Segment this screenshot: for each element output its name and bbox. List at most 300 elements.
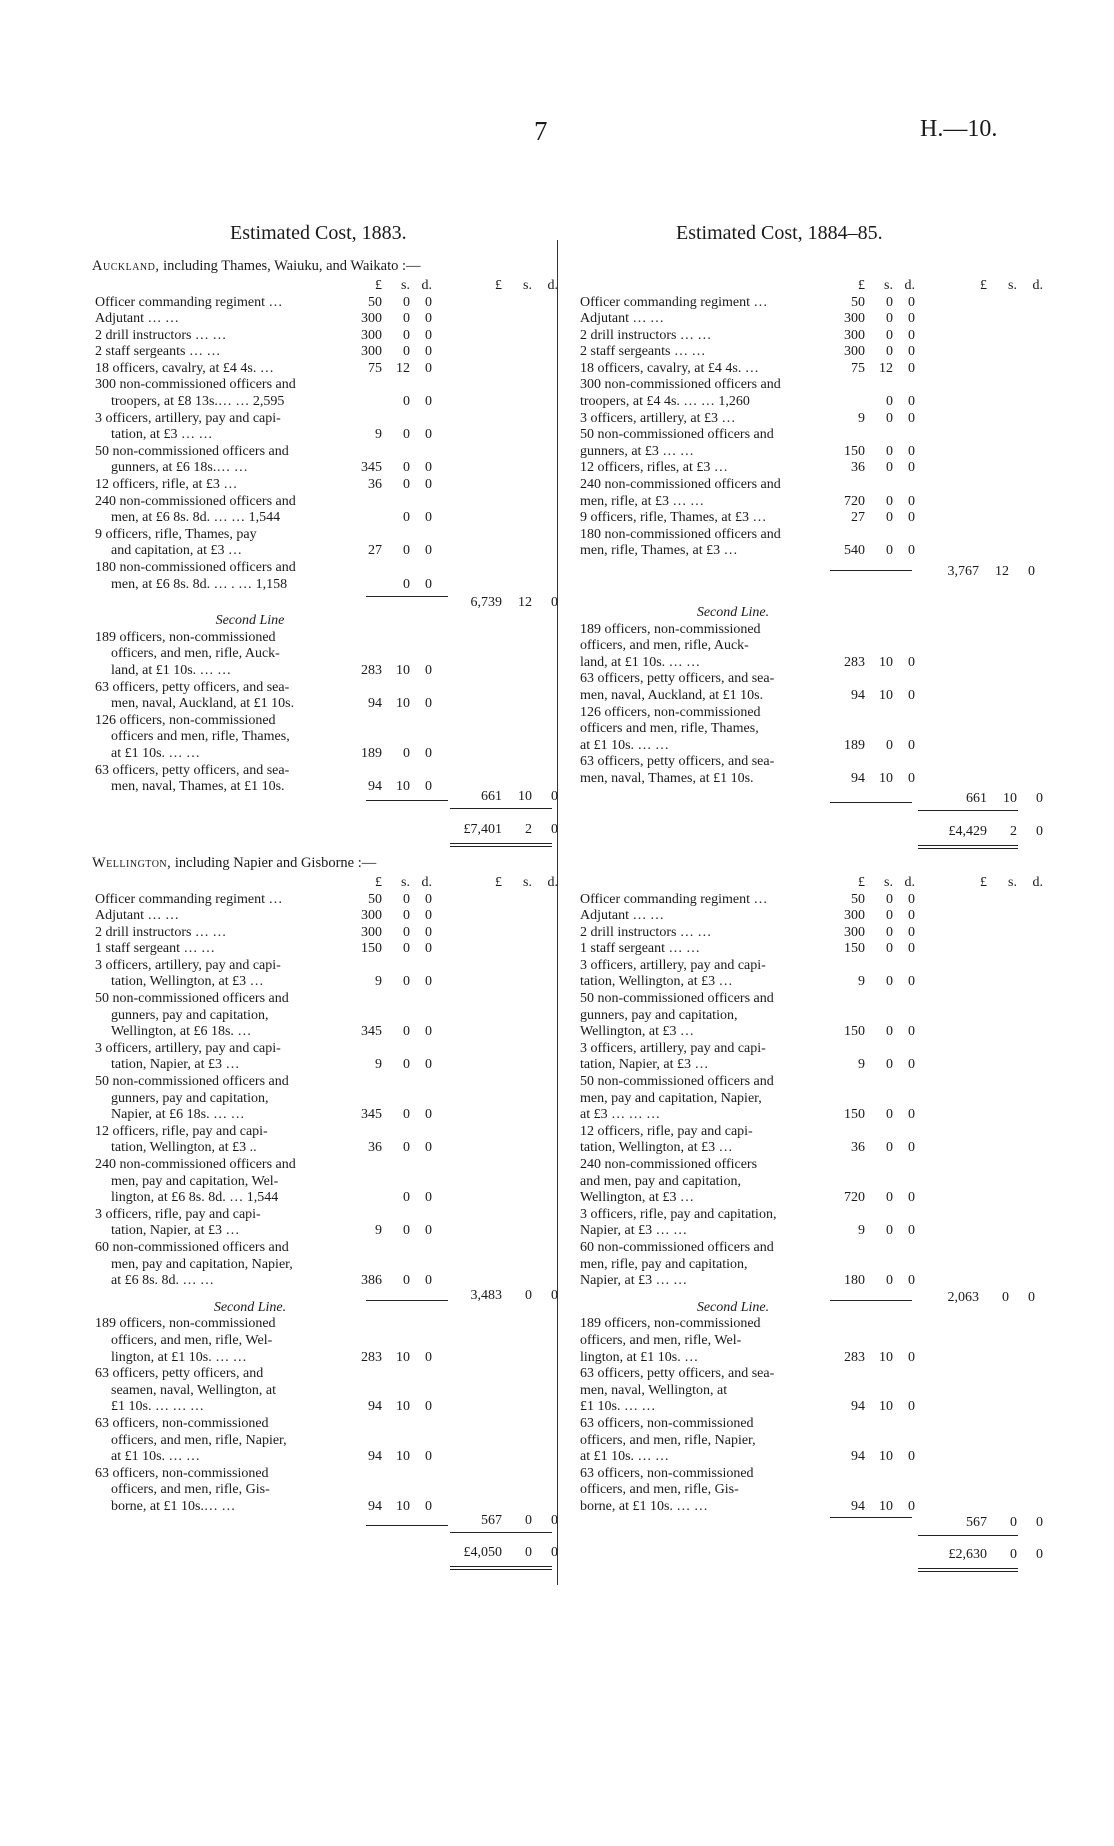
rule xyxy=(830,570,912,571)
item-pence: 0 xyxy=(425,576,432,592)
item-description xyxy=(578,1157,831,1207)
item-description-line: and men, pay and capitation, xyxy=(580,1173,741,1189)
item-shillings: 0 xyxy=(403,974,410,990)
item-shillings: 0 xyxy=(886,460,893,476)
first-line-item xyxy=(578,510,915,527)
item-shillings: 10 xyxy=(396,1349,410,1365)
item-description xyxy=(95,311,348,328)
document-code: H.—10. xyxy=(920,116,998,142)
item-description-line: 2 staff sergeants … … xyxy=(580,344,706,360)
item-pounds: 345 xyxy=(361,1107,382,1123)
item-description-line: 240 non-commissioned officers and xyxy=(95,1157,296,1172)
item-description xyxy=(578,377,831,410)
wellington-1883-second-line-total: 567 0 0 xyxy=(481,1513,558,1528)
item-pounds: 189 xyxy=(361,745,382,761)
item-description xyxy=(95,991,348,1041)
auckland-1883-items xyxy=(95,278,432,796)
rule xyxy=(450,1569,552,1570)
first-line-item xyxy=(95,344,432,361)
second-line-item xyxy=(95,1316,432,1366)
item-description-line: Officer commanding regiment … xyxy=(95,294,283,310)
item-description-line: 50 non-commissioned officers and xyxy=(95,443,289,459)
item-pence: 0 xyxy=(908,1399,915,1415)
item-description xyxy=(95,527,348,560)
item-description-line: 3 officers, artillery, pay and capi- xyxy=(580,957,766,973)
first-line-item xyxy=(578,295,915,312)
item-description xyxy=(578,958,831,991)
first-line-item xyxy=(578,527,915,560)
first-line-item xyxy=(95,925,432,942)
item-shillings: 0 xyxy=(886,543,893,559)
first-line-item xyxy=(578,477,915,510)
item-shillings: 0 xyxy=(886,344,893,360)
item-description xyxy=(578,1124,831,1157)
second-line-item xyxy=(578,1316,915,1366)
item-description-line: 300 non-commissioned officers and xyxy=(95,377,296,393)
item-description xyxy=(578,1041,831,1074)
shilling-unit: s. xyxy=(401,278,410,293)
item-pounds: 300 xyxy=(361,327,382,343)
first-line-item xyxy=(578,311,915,328)
rule xyxy=(366,1300,448,1301)
item-pounds: 36 xyxy=(368,1140,382,1156)
item-pence: 0 xyxy=(908,1273,915,1289)
column-heading-1883: Estimated Cost, 1883. xyxy=(230,222,407,244)
item-description xyxy=(95,344,348,361)
item-description xyxy=(578,908,831,925)
item-description-line: land, at £1 10s. … … xyxy=(580,654,701,670)
first-line-item xyxy=(578,460,915,477)
item-description-line: 60 non-commissioned officers and xyxy=(95,1239,289,1255)
item-description-line: 12 officers, rifles, at £3 … xyxy=(580,460,728,476)
item-shillings: 0 xyxy=(403,510,410,526)
item-pounds: 189 xyxy=(844,737,865,753)
item-description-line: 3 officers, artillery, pay and capi- xyxy=(580,1040,766,1056)
rule xyxy=(450,843,552,844)
item-pence: 0 xyxy=(425,510,432,526)
item-description-line: 3 officers, artillery, at £3 … xyxy=(580,410,736,426)
item-description-line: 189 officers, non-commissioned xyxy=(580,621,761,637)
item-description xyxy=(578,527,831,560)
second-line-item xyxy=(578,622,915,672)
item-pence: 0 xyxy=(425,294,432,310)
item-description xyxy=(95,1316,348,1366)
item-description-line: Napier, at £6 18s. … … xyxy=(111,1107,245,1123)
item-pounds: 50 xyxy=(368,294,382,310)
item-pence: 0 xyxy=(908,1107,915,1123)
item-description-line: officers and men, rifle, Thames, xyxy=(111,729,290,745)
first-line-item xyxy=(95,991,432,1041)
item-description-line: 180 non-commissioned officers and xyxy=(580,526,781,542)
rule xyxy=(450,1566,552,1567)
second-line-heading: Second Line. xyxy=(213,1299,287,1315)
item-shillings: 0 xyxy=(886,327,893,343)
item-description-line: 2 drill instructors … … xyxy=(580,924,712,940)
item-pence: 0 xyxy=(908,941,915,957)
item-description xyxy=(95,1124,348,1157)
item-pounds: 300 xyxy=(361,908,382,924)
item-shillings: 0 xyxy=(403,1140,410,1156)
first-line-item xyxy=(95,908,432,925)
second-line-item xyxy=(578,1366,915,1416)
item-description xyxy=(95,1157,348,1207)
item-pence: 0 xyxy=(908,1140,915,1156)
item-description-line: 300 non-commissioned officers and xyxy=(580,377,781,393)
item-description xyxy=(578,411,831,428)
item-shillings: 0 xyxy=(886,443,893,459)
item-pounds: 94 xyxy=(368,1399,382,1415)
item-pounds: 345 xyxy=(361,1024,382,1040)
item-pence: 0 xyxy=(425,394,432,410)
first-line-item xyxy=(95,941,432,958)
item-description-line: 126 officers, non-commissioned xyxy=(95,712,276,728)
item-shillings: 0 xyxy=(403,1190,410,1206)
item-shillings: 0 xyxy=(886,493,893,509)
item-pence: 0 xyxy=(425,1223,432,1239)
item-description-line: 1 staff sergeant … … xyxy=(580,941,701,957)
item-shillings: 0 xyxy=(886,510,893,526)
item-description-line: 12 officers, rifle, at £3 … xyxy=(95,477,238,493)
item-pence: 0 xyxy=(908,1349,915,1365)
item-description-line: borne, at £1 10s.… … xyxy=(111,1498,236,1514)
item-description-line: tation, Napier, at £3 … xyxy=(580,1057,709,1073)
item-description xyxy=(578,925,831,942)
item-pence: 0 xyxy=(908,1223,915,1239)
item-description xyxy=(95,958,348,991)
second-line-item xyxy=(95,713,432,763)
item-pence: 0 xyxy=(908,974,915,990)
first-line-item xyxy=(578,1124,915,1157)
first-line-item xyxy=(95,494,432,527)
auckland-1883-grand-total: £7,401 2 0 xyxy=(463,822,558,837)
item-description-line: 240 non-commissioned officers xyxy=(580,1157,758,1172)
item-description-line: men, pay and capitation, Napier, xyxy=(580,1090,762,1106)
item-pounds: 94 xyxy=(851,1498,865,1514)
item-description-line: tation, at £3 … … xyxy=(111,427,213,443)
item-description-line: 180 non-commissioned officers and xyxy=(95,560,296,575)
rule xyxy=(918,845,1018,846)
first-line-item xyxy=(578,377,915,410)
item-description xyxy=(95,1416,348,1466)
item-shillings: 10 xyxy=(879,770,893,786)
item-description-line: Adjutant … … xyxy=(95,311,179,327)
auckland-section-heading: Auckland, including Thames, Waiuku, and Waikato :— xyxy=(92,258,421,274)
item-pounds: 386 xyxy=(361,1273,382,1289)
item-pounds: 345 xyxy=(361,460,382,476)
item-description xyxy=(578,328,831,345)
item-pence: 0 xyxy=(425,477,432,493)
item-shillings: 0 xyxy=(886,410,893,426)
item-shillings: 0 xyxy=(886,1024,893,1040)
second-line-item xyxy=(578,705,915,755)
item-pence: 0 xyxy=(425,1140,432,1156)
wellington-1883-first-line-total: 3,483 0 0 xyxy=(470,1288,558,1303)
item-pounds: 36 xyxy=(851,1140,865,1156)
item-pounds: 50 xyxy=(851,891,865,907)
item-pence: 0 xyxy=(425,941,432,957)
item-description-line: officers, and men, rifle, Gis- xyxy=(580,1482,739,1498)
item-pence: 0 xyxy=(908,493,915,509)
second-line-item xyxy=(578,754,915,787)
item-description-line: 126 officers, non-commissioned xyxy=(580,704,761,720)
item-pounds: 283 xyxy=(361,1349,382,1365)
item-description-line: gunners, pay and capitation, xyxy=(580,1007,738,1023)
item-description-line: 240 non-commissioned officers and xyxy=(580,477,781,493)
pence-unit: d. xyxy=(904,278,915,293)
rule xyxy=(918,1568,1018,1569)
first-line-item xyxy=(578,908,915,925)
rule xyxy=(918,1535,1018,1536)
item-pence: 0 xyxy=(908,543,915,559)
item-pounds: 75 xyxy=(368,360,382,376)
wellington-section-heading: Wellington, including Napier and Gisborne :— xyxy=(92,855,377,871)
rule xyxy=(366,800,448,801)
item-shillings: 0 xyxy=(403,543,410,559)
item-pence: 0 xyxy=(425,924,432,940)
item-shillings: 0 xyxy=(403,1024,410,1040)
first-line-item xyxy=(578,328,915,345)
first-line-item xyxy=(95,1074,432,1124)
item-shillings: 0 xyxy=(403,1057,410,1073)
item-shillings: 0 xyxy=(403,1223,410,1239)
item-shillings: 0 xyxy=(886,394,893,410)
shilling-unit: s. xyxy=(401,875,410,890)
item-description-line: 63 officers, petty officers, and sea- xyxy=(580,754,775,770)
first-line-item xyxy=(578,925,915,942)
first-line-item xyxy=(578,361,915,378)
first-line-item xyxy=(95,1124,432,1157)
item-description-line: Adjutant … … xyxy=(580,311,664,327)
item-description-line: at £1 10s. … … xyxy=(580,737,670,753)
item-pence: 0 xyxy=(425,460,432,476)
item-description-line: 189 officers, non-commissioned xyxy=(95,629,276,645)
item-description-line: Officer commanding regiment … xyxy=(580,294,768,310)
item-pence: 0 xyxy=(908,654,915,670)
first-line-item xyxy=(95,361,432,378)
item-pence: 0 xyxy=(908,908,915,924)
item-description-line: 60 non-commissioned officers and xyxy=(580,1239,774,1255)
item-shillings: 0 xyxy=(886,1223,893,1239)
item-shillings: 12 xyxy=(879,360,893,376)
pound-unit: £ xyxy=(375,875,382,890)
item-shillings: 10 xyxy=(879,654,893,670)
item-description xyxy=(578,1240,831,1290)
item-pence: 0 xyxy=(908,924,915,940)
item-description-line: Adjutant … … xyxy=(95,908,179,924)
item-description-line: 63 officers, petty officers, and sea- xyxy=(580,671,775,687)
wellington-1885-second-line-total: 567 0 0 xyxy=(966,1515,1043,1530)
item-description-line: 2 drill instructors … … xyxy=(95,924,227,940)
item-shillings: 0 xyxy=(403,924,410,940)
item-shillings: 0 xyxy=(403,891,410,907)
first-line-item xyxy=(95,527,432,560)
item-pence: 0 xyxy=(908,1449,915,1465)
item-description-line: 63 officers, petty officers, and sea- xyxy=(95,679,290,695)
item-description-line: 3 officers, artillery, pay and capi- xyxy=(95,957,281,973)
first-line-item xyxy=(95,311,432,328)
item-shillings: 0 xyxy=(403,576,410,592)
first-line-item xyxy=(578,991,915,1041)
item-description-line: at £6 8s. 8d. … … xyxy=(111,1273,215,1289)
item-description-line: 2 staff sergeants … … xyxy=(95,344,221,360)
item-pence: 0 xyxy=(908,443,915,459)
rule xyxy=(450,808,552,809)
rule xyxy=(918,1571,1018,1572)
auckland-1885-first-line-total: 3,767 12 0 xyxy=(947,564,1035,579)
item-shillings: 0 xyxy=(403,745,410,761)
item-pence: 0 xyxy=(425,360,432,376)
item-shillings: 10 xyxy=(396,696,410,712)
first-line-item xyxy=(95,1041,432,1074)
item-description-line: 9 officers, rifle, Thames, pay xyxy=(95,526,257,542)
item-shillings: 0 xyxy=(403,1107,410,1123)
item-description-line: 3 officers, artillery, pay and capi- xyxy=(95,1040,281,1056)
item-pence: 0 xyxy=(425,1273,432,1289)
item-description-line: 12 officers, rifle, pay and capi- xyxy=(95,1123,268,1139)
item-pounds: 300 xyxy=(361,311,382,327)
item-pounds: 36 xyxy=(851,460,865,476)
item-description-line: seamen, naval, Wellington, at xyxy=(111,1382,277,1398)
first-line-item xyxy=(578,958,915,991)
item-pounds: 150 xyxy=(844,1024,865,1040)
first-line-item xyxy=(578,344,915,361)
item-description xyxy=(578,427,831,460)
item-description xyxy=(95,411,348,444)
unit-header xyxy=(578,278,915,295)
item-pounds: 94 xyxy=(368,1449,382,1465)
rule xyxy=(830,1517,912,1518)
item-description-line: 2 drill instructors … … xyxy=(95,327,227,343)
item-description-line: Wellington, at £3 … xyxy=(580,1190,694,1206)
item-description xyxy=(95,328,348,345)
wellington-1885-total-units: £ s. d. xyxy=(980,875,1043,890)
item-pence: 0 xyxy=(425,1349,432,1365)
item-description-line: men, naval, Auckland, at £1 10s. xyxy=(580,687,764,703)
item-description-line: men, pay and capitation, Napier, xyxy=(111,1256,293,1272)
item-pounds: 300 xyxy=(844,344,865,360)
item-pounds: 94 xyxy=(851,1399,865,1415)
item-description-line: 63 officers, petty officers, and sea- xyxy=(580,1366,775,1382)
item-shillings: 0 xyxy=(886,311,893,327)
second-line-item xyxy=(578,1466,915,1516)
unit-header xyxy=(578,875,915,892)
item-pounds: 300 xyxy=(844,311,865,327)
item-description xyxy=(578,991,831,1041)
item-shillings: 0 xyxy=(403,344,410,360)
item-pounds: 75 xyxy=(851,360,865,376)
item-description-line: 63 officers, petty officers, and xyxy=(95,1366,264,1382)
first-line-item xyxy=(95,444,432,477)
item-pence: 0 xyxy=(908,737,915,753)
item-shillings: 0 xyxy=(886,908,893,924)
item-description xyxy=(95,1466,348,1516)
item-pence: 0 xyxy=(908,770,915,786)
item-pounds: 283 xyxy=(361,662,382,678)
item-pounds: 540 xyxy=(844,543,865,559)
pence-unit: d. xyxy=(421,875,432,890)
item-description xyxy=(95,1041,348,1074)
item-description xyxy=(578,1074,831,1124)
item-description xyxy=(578,1366,831,1416)
page-number: 7 xyxy=(534,116,548,146)
item-description-line: gunners, at £3 … … xyxy=(580,443,694,459)
item-description-line: 63 officers, non-commissioned xyxy=(95,1465,269,1481)
item-shillings: 10 xyxy=(396,1449,410,1465)
second-line-item xyxy=(95,1466,432,1516)
item-shillings: 10 xyxy=(879,1498,893,1514)
item-shillings: 10 xyxy=(396,1498,410,1514)
item-pounds: 27 xyxy=(368,543,382,559)
rule xyxy=(830,802,912,803)
item-pounds: 36 xyxy=(368,477,382,493)
wellington-1884-85-items xyxy=(578,875,915,1515)
item-pence: 0 xyxy=(908,394,915,410)
item-description-line: tation, Wellington, at £3 … xyxy=(111,974,264,990)
auckland-1885-grand-total: £4,429 2 0 xyxy=(948,824,1043,839)
item-pence: 0 xyxy=(908,1498,915,1514)
item-description-line: at £1 10s. … … xyxy=(111,745,201,761)
first-line-item xyxy=(95,1240,432,1290)
item-description-line: 3 officers, rifle, pay and capi- xyxy=(95,1206,261,1222)
item-pounds: 300 xyxy=(844,327,865,343)
item-pounds: 94 xyxy=(368,1498,382,1514)
item-description xyxy=(578,622,831,672)
item-pence: 0 xyxy=(908,1190,915,1206)
item-description-line: 2 drill instructors … … xyxy=(580,327,712,343)
item-description xyxy=(95,908,348,925)
item-description xyxy=(578,1316,831,1366)
item-description-line: 50 non-commissioned officers and xyxy=(95,991,289,1007)
unit-header xyxy=(95,278,432,295)
item-pence: 0 xyxy=(908,360,915,376)
rule xyxy=(366,1525,448,1526)
item-description xyxy=(578,361,831,378)
item-description-line: 18 officers, cavalry, at £4 4s. … xyxy=(95,360,274,376)
item-description xyxy=(95,892,348,909)
item-description xyxy=(578,705,831,755)
second-line-heading: Second Line. xyxy=(696,605,770,620)
item-description xyxy=(95,713,348,763)
item-description-line: 12 officers, rifle, pay and capi- xyxy=(580,1123,753,1139)
item-pence: 0 xyxy=(908,410,915,426)
item-description-line: Wellington, at £6 18s. … xyxy=(111,1024,252,1040)
item-description xyxy=(578,295,831,312)
item-description-line: Wellington, at £3 … xyxy=(580,1024,694,1040)
item-description xyxy=(578,510,831,527)
item-description-line: officers, and men, rifle, Gis- xyxy=(111,1482,270,1498)
item-description xyxy=(95,361,348,378)
item-pounds: 300 xyxy=(361,344,382,360)
auckland-1883-total-units: £ s. d. xyxy=(495,278,558,293)
rule xyxy=(450,846,552,847)
item-description xyxy=(95,494,348,527)
first-line-item xyxy=(578,427,915,460)
item-description-line: £1 10s. … … xyxy=(580,1399,656,1415)
item-pence: 0 xyxy=(425,427,432,443)
item-pence: 0 xyxy=(425,662,432,678)
first-line-item xyxy=(95,892,432,909)
item-description xyxy=(95,1207,348,1240)
item-pounds: 9 xyxy=(858,410,865,426)
item-description-line: gunners, pay and capitation, xyxy=(111,1007,269,1023)
item-description xyxy=(578,344,831,361)
item-pence: 0 xyxy=(425,779,432,795)
pound-unit: £ xyxy=(858,875,865,890)
first-line-item xyxy=(95,295,432,312)
item-description-line: Officer commanding regiment … xyxy=(95,891,283,907)
item-pence: 0 xyxy=(908,311,915,327)
item-pounds: 94 xyxy=(851,770,865,786)
